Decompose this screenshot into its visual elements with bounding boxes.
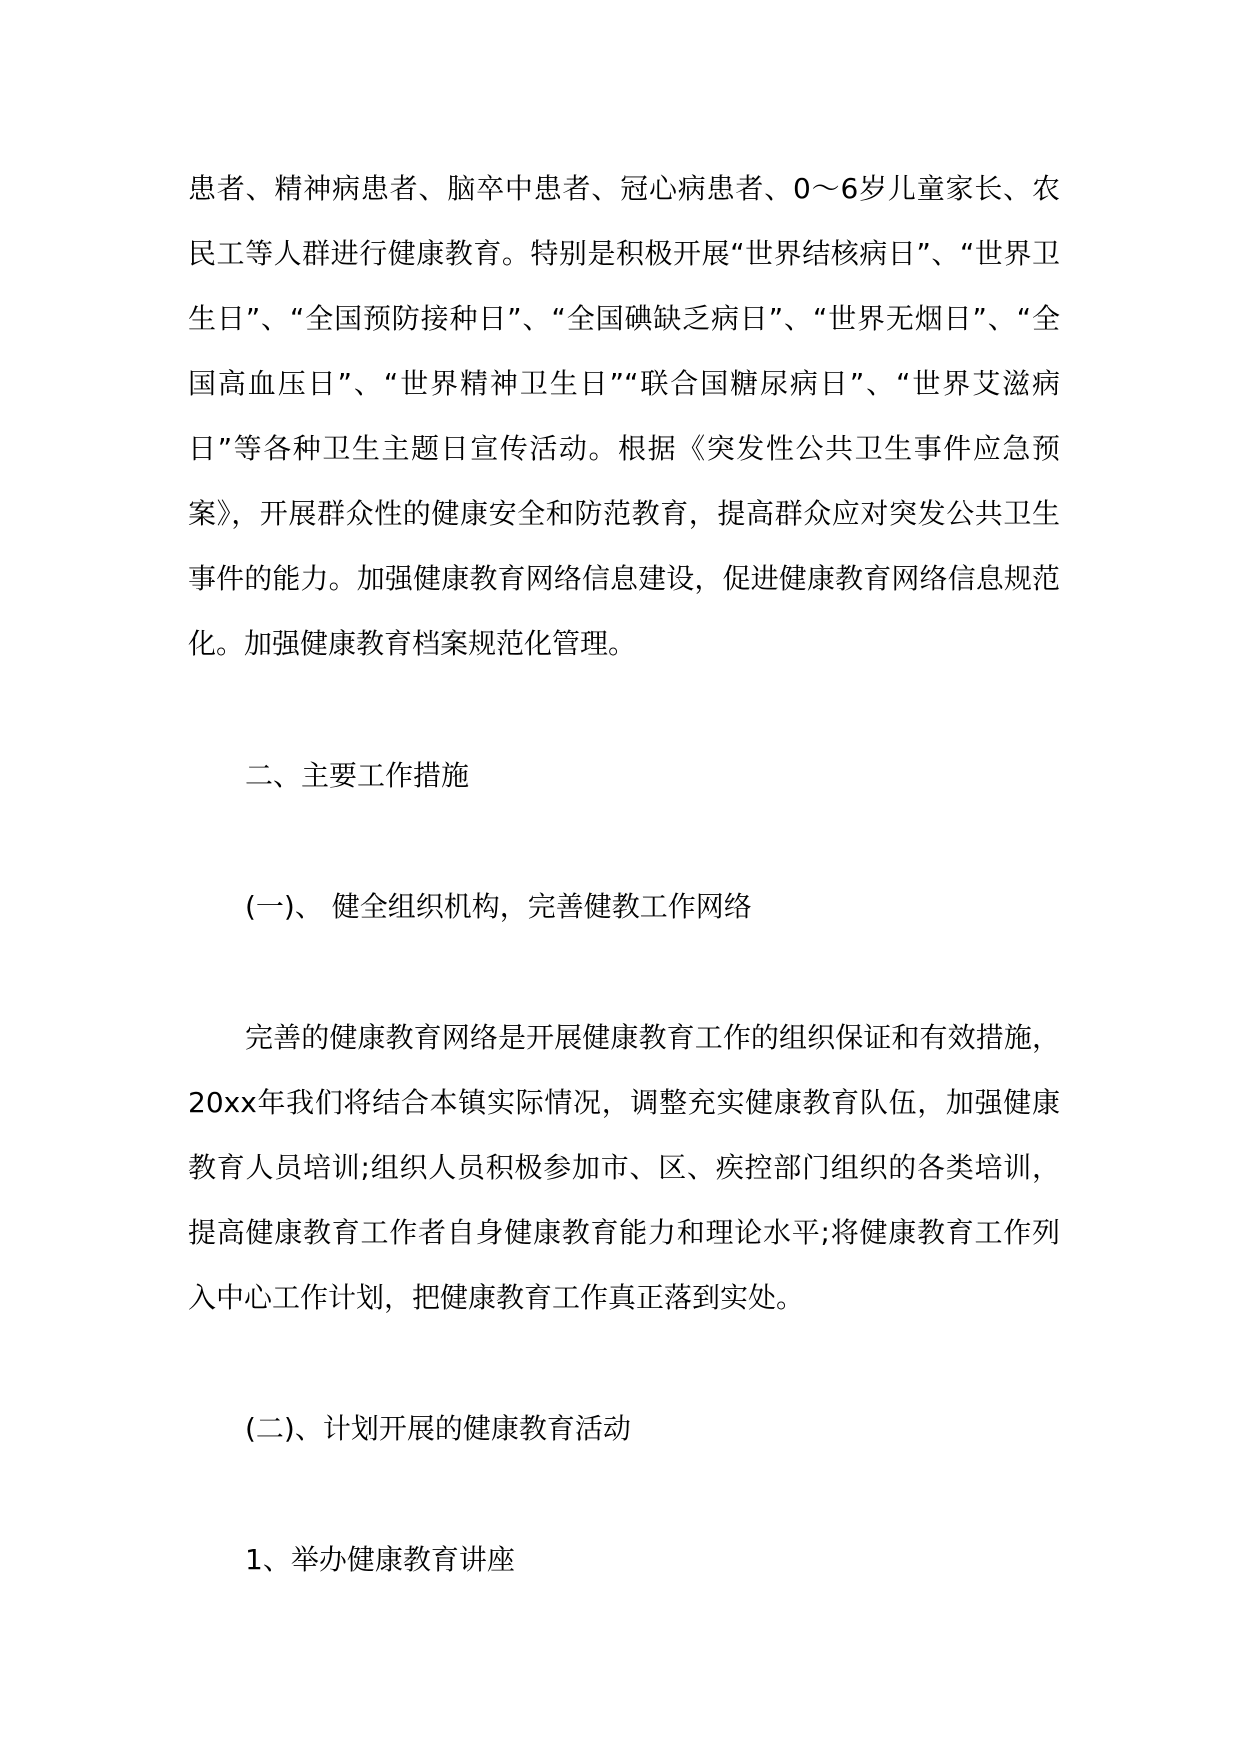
section-heading-main-measures: 二、主要工作措施 — [245, 759, 470, 792]
subsection-heading-planned-activities: (二)、计划开展的健康教育活动 — [245, 1412, 631, 1445]
continued-paragraph: 患者、精神病患者、脑卒中患者、冠心病患者、0～6岁儿童家长、农民工等人群进行健康教育。特别是积极开展“世界结核病日”、“世界卫生日”、“全国预防接种日”、“全国碘缺乏病日”、“世界无烟日”、“全国高血压日”、“世界精神卫生日”“联合国糖尿病日”、“世界艾滋病日”等各种卫生主题日宣传活动。根据《突发性公共卫生事件应急预案》，开展群众性的健康安全和防范教育，提高群众应对突发公共卫生事件的能力。加强健康教育网络信息建设，促进健康教育网络信息规范化。加强健康教育档案规范化管理。 — [188, 172, 1060, 660]
spacer — [188, 939, 1060, 1005]
spacer — [188, 808, 1060, 874]
spacer — [188, 1461, 1060, 1527]
spacer — [188, 1330, 1060, 1396]
subsection-heading-organization: (一)、 健全组织机构，完善健教工作网络 — [245, 890, 752, 923]
document-body — [188, 156, 1060, 1592]
item-heading-lectures: 1、举办健康教育讲座 — [245, 1543, 515, 1576]
organization-paragraph: 完善的健康教育网络是开展健康教育工作的组织保证和有效措施，20xx年我们将结合本镇实际情况，调整充实健康教育队伍，加强健康教育人员培训;组织人员积极参加市、区、疾控部门组织的各类培训，提高健康教育工作者自身健康教育能力和理论水平;将健康教育工作列入中心工作计划，把健康教育工作真正落到实处。 — [188, 1021, 1060, 1314]
spacer — [188, 676, 1060, 743]
